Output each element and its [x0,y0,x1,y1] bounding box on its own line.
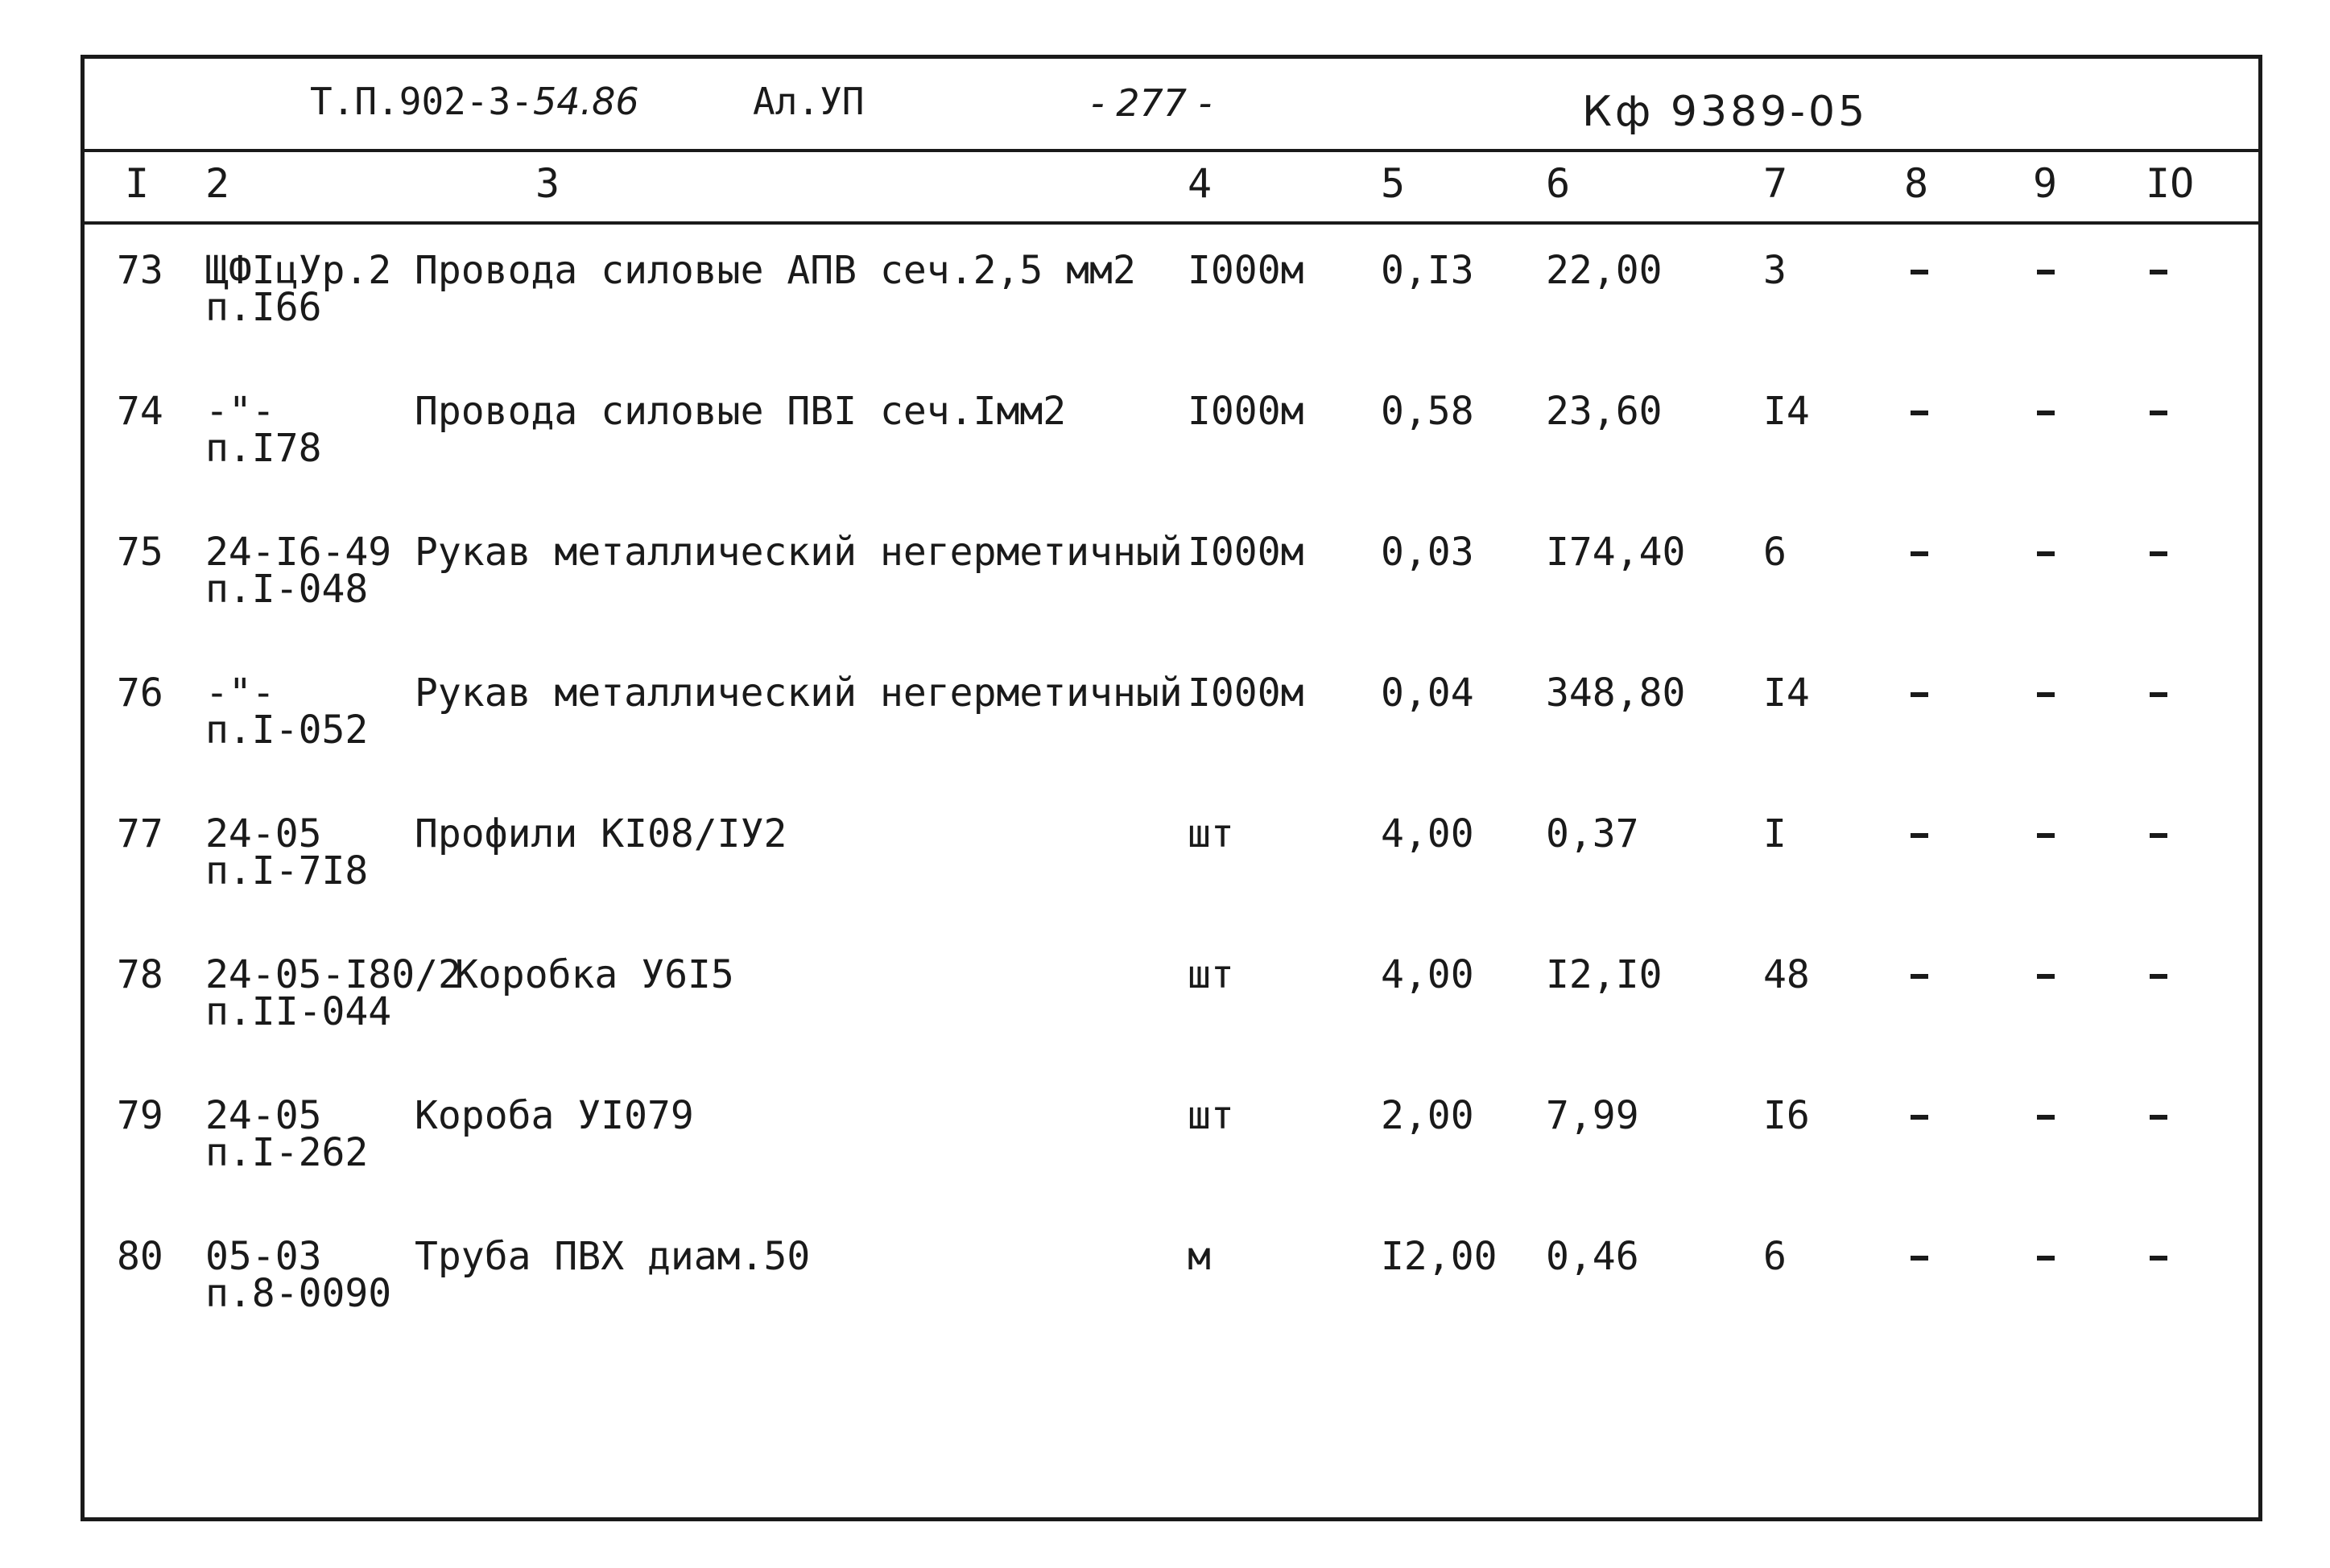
row-name: Короба УI079 [415,1093,694,1138]
row-ref-line1: 24-05-I80/2 [205,952,461,997]
table-row [85,248,2258,389]
row-ref-line2: п.I-262 [205,1130,369,1175]
row-col9-dash [2037,411,2055,415]
col-header-4: 4 [1188,160,1213,207]
col-header-6: 6 [1546,160,1571,207]
doc-code-handwritten: 54.86 [532,80,639,123]
row-col10-dash [2150,1115,2167,1120]
row-col8-dash [1911,270,1928,274]
row-number: 79 [117,1093,163,1138]
row-col6: 7,99 [1546,1093,1639,1138]
row-name: Труба ПВХ диам.50 [415,1234,811,1279]
row-unit: м [1188,1234,1211,1279]
row-number: 76 [117,671,163,716]
row-col9-dash [2037,551,2055,556]
row-number: 74 [117,389,163,434]
row-col7: I4 [1763,671,1810,716]
row-col7: I [1763,811,1787,856]
row-ref-line1: 24-05 [205,1093,322,1138]
row-col10-dash [2150,833,2167,838]
col-header-8: 8 [1904,160,1929,207]
row-name: Профили КI08/IУ2 [415,811,787,856]
row-number: 75 [117,530,163,575]
row-ref-line2: п.II-044 [205,989,392,1034]
row-ref-line1: 24-05 [205,811,322,856]
row-col7: I6 [1763,1093,1810,1138]
row-col5: 4,00 [1381,811,1474,856]
col-header-7: 7 [1763,160,1788,207]
row-ref [205,952,461,1034]
row-col6: I2,I0 [1546,952,1663,997]
table-row [85,530,2258,671]
row-ref-line2: п.I66 [205,285,322,330]
row-col8-dash [1911,1115,1928,1120]
row-ref-line2: п.I-052 [205,708,369,753]
doc-code-typed: Т.П.902-3- [310,80,533,123]
row-col6: 22,00 [1546,248,1663,293]
table-row [85,1093,2258,1234]
row-col5: 0,04 [1381,671,1474,716]
col-header-1: I [125,160,150,207]
row-col7: I4 [1763,389,1810,434]
row-col5: 0,I3 [1381,248,1474,293]
row-number: 77 [117,811,163,856]
row-col9-dash [2037,270,2055,274]
row-unit: I000м [1188,530,1304,575]
row-col6: 0,37 [1546,811,1639,856]
row-col9-dash [2037,833,2055,838]
header-divider [85,149,2258,152]
row-col6: 348,80 [1546,671,1686,716]
row-col7: 3 [1763,248,1787,293]
doc-code [310,80,639,123]
row-name: Рукав металлический негерметичный [415,530,1183,575]
row-ref-line1: ЩФIцУр.2 [205,248,392,293]
row-ref-line2: п.I78 [205,426,322,471]
row-col9-dash [2037,974,2055,979]
row-name: Рукав металлический негерметичный [415,671,1183,716]
row-col10-dash [2150,974,2167,979]
row-ref [205,389,322,471]
row-ref-line1: -"- [205,671,275,716]
row-unit: I000м [1188,389,1304,434]
row-unit: I000м [1188,671,1304,716]
row-col7: 6 [1763,530,1787,575]
column-header-divider [85,221,2258,225]
row-col6: I74,40 [1546,530,1686,575]
album-label: Ал.УП [753,80,865,123]
row-number: 80 [117,1234,163,1279]
row-col5: 2,00 [1381,1093,1474,1138]
row-ref [205,248,392,330]
table-row [85,811,2258,952]
table-row [85,389,2258,530]
row-number: 73 [117,248,163,293]
row-col6: 0,46 [1546,1234,1639,1279]
row-col10-dash [2150,692,2167,697]
row-ref-line2: п.I-048 [205,567,369,612]
row-col7: 6 [1763,1234,1787,1279]
row-col10-dash [2150,411,2167,415]
row-ref-line1: 24-I6-49 [205,530,392,575]
row-name: Провода силовые ПВI сеч.Iмм2 [415,389,1067,434]
row-col9-dash [2037,1256,2055,1261]
row-col7: 48 [1763,952,1810,997]
row-ref [205,811,369,893]
page-number: - 277 - [1091,81,1213,125]
table-row [85,671,2258,811]
row-unit: шт [1188,811,1234,856]
row-ref [205,530,392,612]
col-header-3: 3 [535,160,560,207]
row-unit: I000м [1188,248,1304,293]
row-col6: 23,60 [1546,389,1663,434]
row-number: 78 [117,952,163,997]
row-col5: 4,00 [1381,952,1474,997]
row-col8-dash [1911,974,1928,979]
row-unit: шт [1188,952,1234,997]
row-ref [205,671,369,753]
row-col10-dash [2150,270,2167,274]
row-col10-dash [2150,551,2167,556]
row-col8-dash [1911,833,1928,838]
row-col5: 0,03 [1381,530,1474,575]
row-name: Коробка У6I5 [455,952,734,997]
row-col8-dash [1911,551,1928,556]
row-ref [205,1093,369,1175]
row-col5: 0,58 [1381,389,1474,434]
row-unit: шт [1188,1093,1234,1138]
row-ref-line2: п.I-7I8 [205,848,369,893]
stamp-code: Кф 9389-05 [1582,88,1869,136]
row-name: Провода силовые АПВ сеч.2,5 мм2 [415,248,1136,293]
row-ref [205,1234,392,1316]
row-col9-dash [2037,1115,2055,1120]
col-header-9: 9 [2033,160,2058,207]
row-col8-dash [1911,1256,1928,1261]
row-ref-line1: 05-03 [205,1234,322,1279]
document-sheet [81,55,2262,1521]
col-header-5: 5 [1381,160,1406,207]
row-col9-dash [2037,692,2055,697]
table-row [85,1234,2258,1375]
row-ref-line2: п.8-0090 [205,1271,392,1316]
col-header-2: 2 [205,160,230,207]
row-col5: I2,00 [1381,1234,1498,1279]
row-col8-dash [1911,692,1928,697]
row-ref-line1: -"- [205,389,275,434]
row-col10-dash [2150,1256,2167,1261]
table-row [85,952,2258,1093]
col-header-10: IO [2146,160,2195,207]
row-col8-dash [1911,411,1928,415]
